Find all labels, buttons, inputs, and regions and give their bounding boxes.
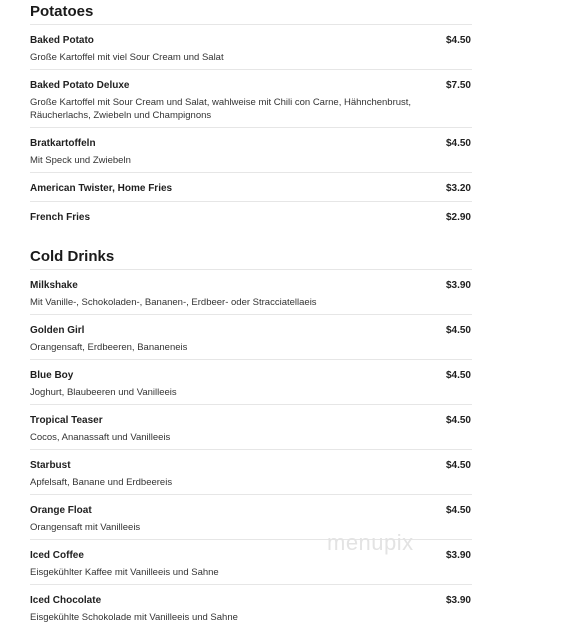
item-name: Milkshake [30,280,78,291]
item-price: $3.20 [445,183,471,194]
item-description: Cocos, Ananassaft und Vanilleeis [30,432,171,443]
item-description: Joghurt, Blaubeeren und Vanilleeis [30,387,177,398]
menu-item[interactable] [30,584,472,624]
item-price: $4.50 [445,138,471,149]
item-name: Golden Girl [30,325,85,336]
menu-item[interactable] [30,24,472,69]
item-description: Große Kartoffel mit Sour Cream und Salat, wahlweise mit Chili con Carne, Hähnchenbrust, Räucherlachs, Zwiebeln und Champignons [30,97,412,121]
item-description: Eisgekühlte Schokolade mit Vanilleeis und Sahne [30,612,238,623]
item-name: Tropical Teaser [30,415,103,426]
item-description: Apfelsaft, Banane und Erdbeereis [30,477,173,488]
item-description: Orangensaft mit Vanilleeis [30,522,141,533]
menu-item[interactable] [30,404,472,449]
item-price: $3.90 [445,595,471,606]
menu-item[interactable] [30,359,472,404]
item-name: Bratkartoffeln [30,138,96,149]
item-price: $4.50 [445,460,471,471]
menu-item[interactable] [30,201,472,230]
watermark-logo: menupix [327,530,414,555]
menu-item[interactable] [30,69,472,127]
item-name: Orange Float [30,505,92,516]
section-title-cold-drinks: Cold Drinks [30,248,115,265]
item-price: $4.50 [445,415,471,426]
item-name: Baked Potato Deluxe [30,80,130,91]
item-name: Iced Chocolate [30,595,102,606]
cold-drinks-list [30,269,472,624]
menu-item[interactable] [30,172,472,201]
item-name: American Twister, Home Fries [30,183,173,194]
section-title-potatoes: Potatoes [30,3,94,20]
item-name: Baked Potato [30,35,94,46]
item-name: Blue Boy [30,370,74,381]
item-description: Mit Speck und Zwiebeln [30,155,131,166]
item-price: $2.90 [445,212,471,223]
menu-item[interactable] [30,314,472,359]
item-description: Mit Vanille-, Schokoladen-, Bananen-, Erdbeer- oder Stracciatellaeis [30,297,317,308]
item-price: $7.50 [445,80,471,91]
item-price: $4.50 [445,370,471,381]
item-description: Orangensaft, Erdbeeren, Bananeneis [30,342,188,353]
item-price: $3.90 [445,280,471,291]
menu-item[interactable] [30,127,472,172]
item-price: $4.50 [445,505,471,516]
item-name: French Fries [30,212,91,223]
item-name: Starbust [30,460,71,471]
menu-item[interactable] [30,449,472,494]
item-description: Große Kartoffel mit viel Sour Cream und Salat [30,52,224,63]
item-name: Iced Coffee [30,550,84,561]
item-price: $3.90 [445,550,471,561]
item-price: $4.50 [445,35,471,46]
menu-item[interactable] [30,269,472,314]
item-price: $4.50 [445,325,471,336]
item-description: Eisgekühlter Kaffee mit Vanilleeis und Sahne [30,567,219,578]
potatoes-list [30,24,472,230]
